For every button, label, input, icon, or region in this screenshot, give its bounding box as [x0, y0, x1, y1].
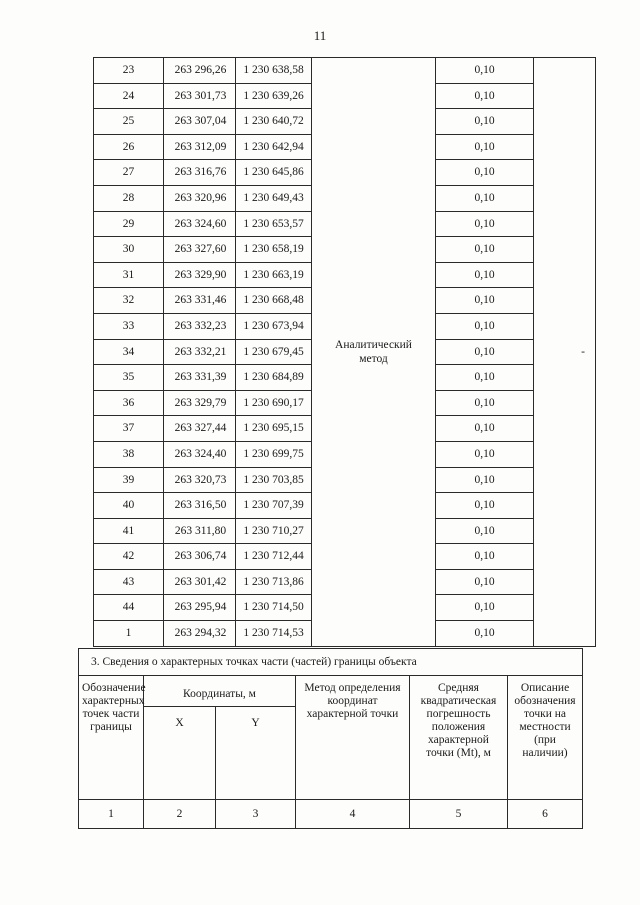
- coord-y: 1 230 653,57: [236, 211, 312, 237]
- point-number: 42: [94, 544, 164, 570]
- coord-x: 263 295,94: [164, 595, 236, 621]
- point-number: 25: [94, 109, 164, 135]
- error-value: 0,10: [436, 109, 534, 135]
- error-value: 0,10: [436, 365, 534, 391]
- section-title-row: [79, 649, 583, 676]
- point-number: 39: [94, 467, 164, 493]
- coord-x: 263 301,42: [164, 569, 236, 595]
- description-cell: -: [534, 58, 596, 647]
- header-x: X: [144, 707, 216, 800]
- coord-y: 1 230 640,72: [236, 109, 312, 135]
- coord-x: 263 294,32: [164, 621, 236, 647]
- point-number: 41: [94, 518, 164, 544]
- coord-y: 1 230 645,86: [236, 160, 312, 186]
- coord-y: 1 230 649,43: [236, 185, 312, 211]
- coord-y: 1 230 714,50: [236, 595, 312, 621]
- error-value: 0,10: [436, 390, 534, 416]
- coord-x: 263 331,46: [164, 288, 236, 314]
- header-y: Y: [216, 707, 296, 800]
- point-number: 38: [94, 441, 164, 467]
- point-number: 33: [94, 313, 164, 339]
- coord-y: 1 230 703,85: [236, 467, 312, 493]
- coord-x: 263 316,76: [164, 160, 236, 186]
- coordinates-table-body: [94, 58, 596, 647]
- column-number: 3: [216, 800, 296, 829]
- part-boundary-table: [78, 648, 583, 829]
- point-number: 36: [94, 390, 164, 416]
- error-value: 0,10: [436, 160, 534, 186]
- coord-x: 263 312,09: [164, 134, 236, 160]
- page-number: 11: [313, 28, 327, 43]
- error-value: 0,10: [436, 621, 534, 647]
- coord-x: 263 301,73: [164, 83, 236, 109]
- column-number-row: [79, 800, 583, 829]
- point-number: 27: [94, 160, 164, 186]
- error-value: 0,10: [436, 467, 534, 493]
- table-row: [94, 58, 596, 84]
- point-number: 28: [94, 185, 164, 211]
- coord-y: 1 230 668,48: [236, 288, 312, 314]
- method-cell: Аналитический метод: [312, 58, 436, 647]
- point-number: 31: [94, 262, 164, 288]
- header-error: Средняя квадратическая погрешность положения характерной точки (Mt), м: [410, 676, 508, 800]
- coord-y: 1 230 714,53: [236, 621, 312, 647]
- coord-y: 1 230 712,44: [236, 544, 312, 570]
- coord-x: 263 329,79: [164, 390, 236, 416]
- point-number: 40: [94, 493, 164, 519]
- coord-x: 263 320,73: [164, 467, 236, 493]
- error-value: 0,10: [436, 493, 534, 519]
- coord-x: 263 332,21: [164, 339, 236, 365]
- error-value: 0,10: [436, 58, 534, 84]
- coord-x: 263 324,60: [164, 211, 236, 237]
- coord-x: 263 306,74: [164, 544, 236, 570]
- point-number: 44: [94, 595, 164, 621]
- coord-x: 263 327,60: [164, 237, 236, 263]
- error-value: 0,10: [436, 544, 534, 570]
- coord-y: 1 230 710,27: [236, 518, 312, 544]
- coord-x: 263 329,90: [164, 262, 236, 288]
- section-title: 3. Сведения о характерных точках части (частей) границы объекта: [79, 649, 583, 676]
- error-value: 0,10: [436, 262, 534, 288]
- error-value: 0,10: [436, 185, 534, 211]
- column-number: 5: [410, 800, 508, 829]
- coord-y: 1 230 663,19: [236, 262, 312, 288]
- point-number: 35: [94, 365, 164, 391]
- point-number: 29: [94, 211, 164, 237]
- error-value: 0,10: [436, 595, 534, 621]
- coord-y: 1 230 679,45: [236, 339, 312, 365]
- point-number: 1: [94, 621, 164, 647]
- coordinates-table: [93, 57, 596, 647]
- error-value: 0,10: [436, 288, 534, 314]
- coord-x: 263 331,39: [164, 365, 236, 391]
- error-value: 0,10: [436, 339, 534, 365]
- column-number: 2: [144, 800, 216, 829]
- error-value: 0,10: [436, 237, 534, 263]
- coord-x: 263 327,44: [164, 416, 236, 442]
- point-number: 26: [94, 134, 164, 160]
- coord-y: 1 230 638,58: [236, 58, 312, 84]
- coord-x: 263 311,80: [164, 518, 236, 544]
- column-number: 1: [79, 800, 144, 829]
- coord-y: 1 230 673,94: [236, 313, 312, 339]
- point-number: 37: [94, 416, 164, 442]
- coord-x: 263 320,96: [164, 185, 236, 211]
- coord-y: 1 230 639,26: [236, 83, 312, 109]
- point-number: 32: [94, 288, 164, 314]
- header-row: [79, 676, 583, 707]
- coord-y: 1 230 684,89: [236, 365, 312, 391]
- error-value: 0,10: [436, 569, 534, 595]
- header-coordinates: Координаты, м: [144, 676, 296, 707]
- coord-x: 263 332,23: [164, 313, 236, 339]
- point-number: 24: [94, 83, 164, 109]
- header-method: Метод определения координат характерной точки: [296, 676, 410, 800]
- error-value: 0,10: [436, 416, 534, 442]
- column-number: 4: [296, 800, 410, 829]
- coord-x: 263 307,04: [164, 109, 236, 135]
- coord-y: 1 230 713,86: [236, 569, 312, 595]
- coord-y: 1 230 699,75: [236, 441, 312, 467]
- coord-x: 263 316,50: [164, 493, 236, 519]
- coord-y: 1 230 690,17: [236, 390, 312, 416]
- coord-x: 263 296,26: [164, 58, 236, 84]
- error-value: 0,10: [436, 313, 534, 339]
- coord-y: 1 230 695,15: [236, 416, 312, 442]
- error-value: 0,10: [436, 441, 534, 467]
- error-value: 0,10: [436, 518, 534, 544]
- error-value: 0,10: [436, 83, 534, 109]
- coord-y: 1 230 707,39: [236, 493, 312, 519]
- point-number: 43: [94, 569, 164, 595]
- point-number: 23: [94, 58, 164, 84]
- header-description: Описание обозначения точки на местности (при наличии): [508, 676, 583, 800]
- coord-y: 1 230 658,19: [236, 237, 312, 263]
- point-number: 30: [94, 237, 164, 263]
- error-value: 0,10: [436, 134, 534, 160]
- coord-x: 263 324,40: [164, 441, 236, 467]
- error-value: 0,10: [436, 211, 534, 237]
- point-number: 34: [94, 339, 164, 365]
- column-number: 6: [508, 800, 583, 829]
- coord-y: 1 230 642,94: [236, 134, 312, 160]
- header-designation: Обозначение характерных точек части границы: [79, 676, 144, 800]
